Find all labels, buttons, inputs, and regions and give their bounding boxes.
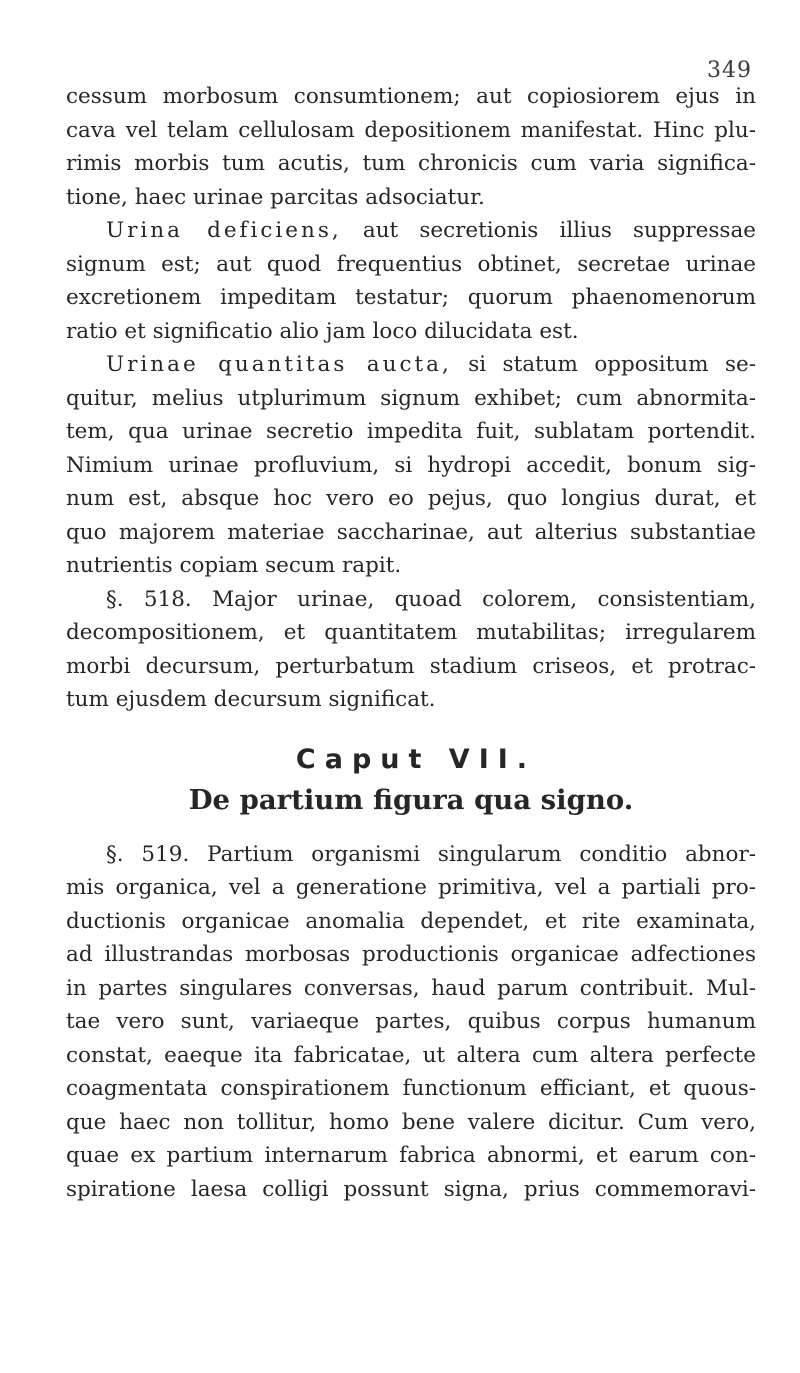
text-line: num est, absque hoc vero eo pejus, quo longius durat, et (66, 486, 756, 511)
paragraph-urinae-quantitas (66, 348, 756, 583)
text-line: rimis morbis tum acutis, tum chronicis cum varia significa- (66, 151, 756, 176)
spaced-lead-term: Urina deficiens, (106, 218, 342, 243)
page-number: 349 (707, 58, 752, 83)
text-line: constat, eaeque ita fabricatae, ut altera cum altera perfecte (66, 1042, 756, 1068)
text-line: cessum morbosum consumtionem; aut copiosiorem ejus in (66, 84, 756, 109)
text-line: excretionem impeditam testatur; quorum phaenomenorum (66, 285, 756, 310)
text-run: si statum oppositum se- (451, 352, 756, 377)
page-body (66, 80, 756, 1206)
text-run: aut secretionis illius suppressae (341, 218, 756, 243)
text-line: morbi decursum, perturbatum stadium criseos, et protrac- (66, 653, 756, 679)
text-line: coagmentata conspirationem functionum efficiant, et quous- (66, 1076, 756, 1101)
paragraph-urinae-parcitas (66, 80, 756, 214)
text-line: spiratione laesa colligi possunt signa, prius commemoravi- (66, 1176, 756, 1202)
text-line: ad illustrandas morbosas productionis organicae adfectiones (66, 942, 756, 967)
text-line: Nimium urinae profluvium, si hydropi accedit, bonum sig- (66, 452, 756, 478)
paragraph-section-518 (66, 583, 756, 717)
text-line: tem, qua urinae secretio impedita fuit, sublatam portendit. (66, 419, 756, 444)
paragraph-section-519 (66, 838, 756, 1207)
text-line: que haec non tollitur, homo bene valere dicitur. Cum vero, (66, 1109, 756, 1135)
text-line: decompositionem, et quantitatem mutabilitas; irregularem (66, 620, 756, 645)
text-line: mis organica, vel a generatione primitiva, vel a partiali pro- (66, 875, 756, 900)
text-line: tione, haec urinae parcitas adsociatur. (66, 184, 485, 210)
text-line: nutrientis copiam secum rapit. (66, 553, 402, 578)
text-line: cava vel telam cellulosam depositionem manifestat. Hinc plu- (66, 117, 756, 143)
chapter-heading: Caput VII. (295, 743, 537, 775)
text-line: ductionis organicae anomalia dependet, et rite examinata, (66, 908, 756, 934)
text-line: tum ejusdem decursum significat. (66, 687, 436, 712)
text-line: tae vero sunt, variaeque partes, quibus corpus humanum (66, 1009, 756, 1034)
text-line: §. 519. Partium organismi singularum conditio abnor- (106, 841, 756, 867)
text-line (66, 214, 756, 248)
text-line: §. 518. Major urinae, quoad colorem, consistentiam, (106, 586, 756, 612)
spaced-lead-term: Urinae quantitas aucta, (106, 352, 452, 377)
text-line: in partes singulares conversas, haud parum contribuit. Mul- (66, 975, 756, 1001)
text-line: quitur, melius utplurimum signum exhibet; cum abnormita- (66, 385, 756, 411)
paragraph-urina-deficiens (66, 214, 756, 348)
text-line (66, 348, 756, 382)
text-line: quae ex partium internarum fabrica abnormi, et earum con- (66, 1143, 756, 1168)
text-line: ratio et significatio alio jam loco dilucidata est. (66, 318, 579, 344)
text-line: signum est; aut quod frequentius obtinet, secretae urinae (66, 251, 756, 277)
text-line: quo majorem materiae saccharinae, aut alterius substantiae (66, 519, 756, 545)
chapter-title: De partium figura qua signo. (188, 784, 634, 816)
